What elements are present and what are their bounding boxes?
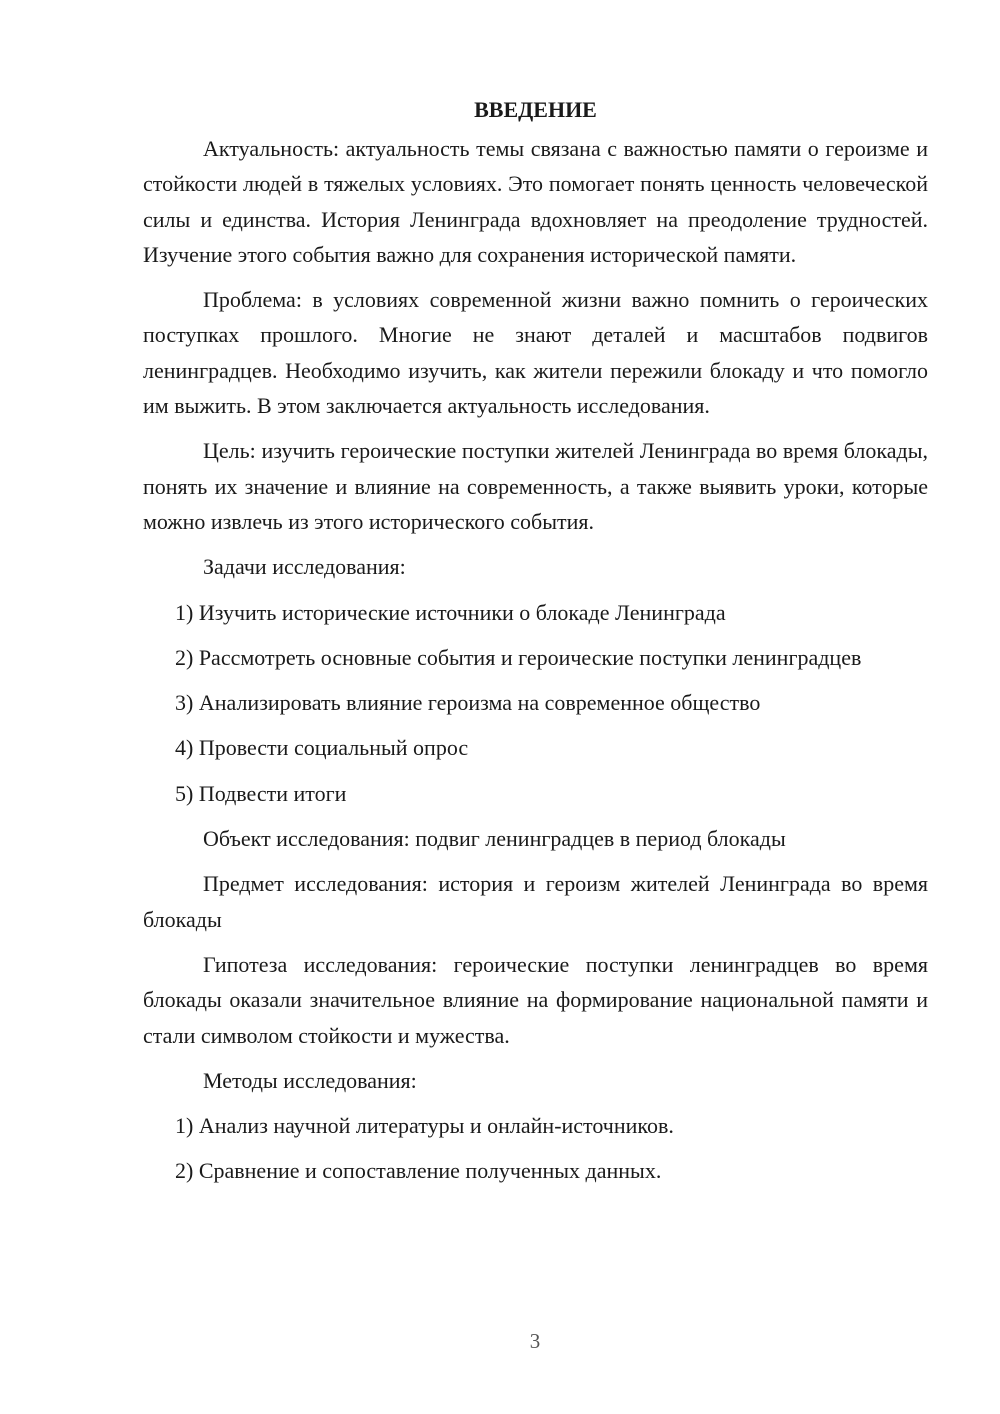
methods-heading: Методы исследования: [203, 1067, 417, 1093]
paragraph-problem: Проблема: в условиях современной жизни важно помнить о героических поступках прошлого. Многие не знают деталей и масштабов подвигов ленинградцев. Необходимо изучить, как жители пережили блокаду и что помогло им выжить. В этом заключается актуальность исследования. [143, 287, 928, 419]
paragraph-hypothesis: Гипотеза исследования: героические поступки ленинградцев во время блокады оказали значительное влияние на формирование национальной памяти и стали символом стойкости и мужества. [143, 951, 928, 1048]
document-page [143, 92, 928, 1189]
task-item-5: 5) Подвести итоги [175, 780, 347, 806]
paragraph-subject: Предмет исследования: история и героизм жителей Ленинграда во время блокады [143, 871, 928, 932]
method-item-1: 1) Анализ научной литературы и онлайн-источников. [175, 1113, 674, 1139]
method-item-2: 2) Сравнение и сопоставление полученных данных. [175, 1158, 662, 1184]
page-number: 3 [529, 1329, 541, 1353]
paragraph-object: Объект исследования: подвиг ленинградцев в период блокады [203, 826, 786, 852]
task-item-2: 2) Рассмотреть основные события и героические поступки ленинградцев [175, 644, 862, 670]
task-item-3: 3) Анализировать влияние героизма на современное общество [175, 690, 761, 716]
tasks-heading: Задачи исследования: [203, 554, 406, 580]
paragraph-goal: Цель: изучить героические поступки жителей Ленинграда во время блокады, понять их значение и влияние на современность, а также выявить уроки, которые можно извлечь из этого исторического события. [143, 438, 928, 534]
task-item-1: 1) Изучить исторические источники о блокаде Ленинграда [175, 599, 726, 625]
paragraph-relevance: Актуальность: актуальность темы связана с важностью памяти о героизме и стойкости людей в тяжелых условиях. Это помогает понять ценность человеческой силы и единства. История Ленинграда вдохновляет на преодоление трудностей. Изучение этого события важно для сохранения исторической памяти. [143, 136, 928, 267]
section-heading: ВВЕДЕНИЕ [474, 97, 597, 122]
task-item-4: 4) Провести социальный опрос [175, 735, 469, 761]
